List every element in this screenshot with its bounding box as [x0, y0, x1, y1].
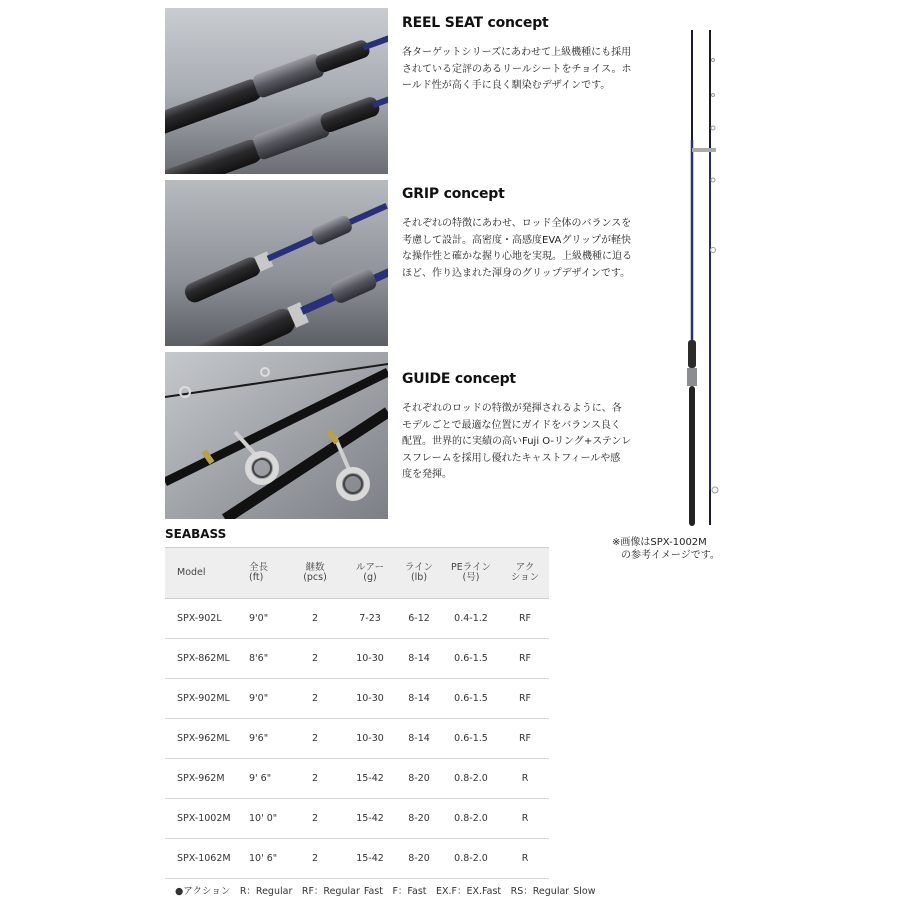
- action-legend: ●アクション R：Regular RF：Regular Fast F：Fast EX.F：EX.Fast RS：Regular Slow: [175, 886, 596, 897]
- cell-pieces: 2: [287, 639, 343, 679]
- reel-seat-concept: [402, 15, 654, 95]
- spec-table: [165, 547, 549, 879]
- cell-model: SPX-962M: [165, 759, 237, 799]
- text-line: スフレームを採用し優れたキャストフィールや感: [402, 452, 621, 464]
- cell-model: SPX-1062M: [165, 839, 237, 879]
- cell-model: SPX-1002M: [165, 799, 237, 839]
- text-line: ほど、作り込まれた渾身のグリップデザインです。: [402, 267, 631, 279]
- header-length: 全長 (ft): [237, 548, 287, 599]
- header-pieces: 継数 (pcs): [287, 548, 343, 599]
- table-row: [165, 839, 549, 879]
- cell-length: 10' 0": [237, 799, 287, 839]
- cell-line: 6-12: [397, 599, 441, 639]
- grip-concept-text: [402, 216, 654, 282]
- rod-illustration: [666, 20, 746, 532]
- text-line: されている定評のあるリールシートをチョイス。ホ: [402, 63, 632, 75]
- table-row: [165, 599, 549, 639]
- cell-line: 8-14: [397, 719, 441, 759]
- cell-lure: 7-23: [343, 599, 397, 639]
- guide-photo: [165, 352, 388, 519]
- guide-concept: [402, 371, 654, 484]
- cell-action: RF: [501, 719, 549, 759]
- cell-pe-line: 0.8-2.0: [441, 759, 501, 799]
- cell-length: 9'6": [237, 719, 287, 759]
- cell-pieces: 2: [287, 839, 343, 879]
- table-header-row: [165, 548, 549, 599]
- reel-seat-photo: [165, 8, 388, 174]
- cell-action: RF: [501, 599, 549, 639]
- text-line: な操作性と確かな握り心地を実現。上級機種に迫る: [402, 251, 632, 262]
- cell-pe-line: 0.6-1.5: [441, 639, 501, 679]
- cell-model: SPX-962ML: [165, 719, 237, 759]
- cell-lure: 10-30: [343, 639, 397, 679]
- cell-pieces: 2: [287, 599, 343, 639]
- cell-length: 10' 6": [237, 839, 287, 879]
- header-model: Model: [165, 548, 237, 599]
- guide-concept-text: [402, 401, 654, 484]
- table-row: [165, 759, 549, 799]
- table-row: [165, 799, 549, 839]
- caption-line: ※画像はSPX-1002M: [612, 537, 707, 548]
- text-line: モデルごとで最適な位置にガイドをバランス良く: [402, 419, 621, 431]
- cell-lure: 15-42: [343, 839, 397, 879]
- cell-pieces: 2: [287, 799, 343, 839]
- text-line: それぞれの特徴にあわせ、ロッド全体のバランスを: [402, 218, 632, 229]
- rod-image-caption: [612, 536, 752, 562]
- header-action: アク ション: [501, 548, 549, 599]
- cell-line: 8-14: [397, 679, 441, 719]
- cell-pe-line: 0.8-2.0: [441, 799, 501, 839]
- cell-length: 9' 6": [237, 759, 287, 799]
- cell-action: RF: [501, 639, 549, 679]
- reel-seat-concept-text: [402, 45, 654, 95]
- cell-pieces: 2: [287, 719, 343, 759]
- reel-seat-concept-title: REEL SEAT concept: [402, 15, 549, 31]
- text-line: 配置。世界的に実績の高いFuji O-リング+ステンレ: [402, 436, 632, 447]
- cell-action: R: [501, 839, 549, 879]
- caption-line: の参考イメージです。: [621, 550, 720, 561]
- cell-lure: 15-42: [343, 799, 397, 839]
- cell-lure: 10-30: [343, 679, 397, 719]
- table-row: [165, 719, 549, 759]
- cell-lure: 10-30: [343, 719, 397, 759]
- cell-line: 8-20: [397, 839, 441, 879]
- cell-pe-line: 0.6-1.5: [441, 719, 501, 759]
- header-lure: ルアー (g): [343, 548, 397, 599]
- text-line: ールド性が高く手に良く馴染むデザインです。: [402, 80, 611, 91]
- cell-length: 9'0": [237, 679, 287, 719]
- cell-model: SPX-902ML: [165, 679, 237, 719]
- spec-table-title: SEABASS: [165, 527, 227, 541]
- grip-photo: [165, 180, 388, 346]
- header-pe-line: PEライン (号): [441, 548, 501, 599]
- cell-lure: 15-42: [343, 759, 397, 799]
- text-line: 考慮して設計。高密度・高感度EVAグリップが軽快: [402, 234, 631, 246]
- table-row: [165, 679, 549, 719]
- cell-model: SPX-862ML: [165, 639, 237, 679]
- text-line: 各ターゲットシリーズにあわせて上級機種にも採用: [402, 47, 632, 58]
- header-line: ライン (lb): [397, 548, 441, 599]
- cell-length: 8'6": [237, 639, 287, 679]
- cell-action: R: [501, 759, 549, 799]
- text-line: それぞれのロッドの特徴が発揮されるように、各: [402, 403, 622, 414]
- cell-model: SPX-902L: [165, 599, 237, 639]
- cell-pe-line: 0.8-2.0: [441, 839, 501, 879]
- grip-concept-title: GRIP concept: [402, 186, 505, 202]
- cell-pieces: 2: [287, 759, 343, 799]
- cell-action: RF: [501, 679, 549, 719]
- cell-line: 8-20: [397, 799, 441, 839]
- grip-concept: [402, 186, 654, 282]
- cell-pe-line: 0.6-1.5: [441, 679, 501, 719]
- cell-line: 8-14: [397, 639, 441, 679]
- cell-line: 8-20: [397, 759, 441, 799]
- cell-pe-line: 0.4-1.2: [441, 599, 501, 639]
- cell-length: 9'0": [237, 599, 287, 639]
- cell-pieces: 2: [287, 679, 343, 719]
- cell-action: R: [501, 799, 549, 839]
- table-row: [165, 639, 549, 679]
- guide-concept-title: GUIDE concept: [402, 371, 516, 387]
- text-line: 度を発揮。: [402, 469, 452, 480]
